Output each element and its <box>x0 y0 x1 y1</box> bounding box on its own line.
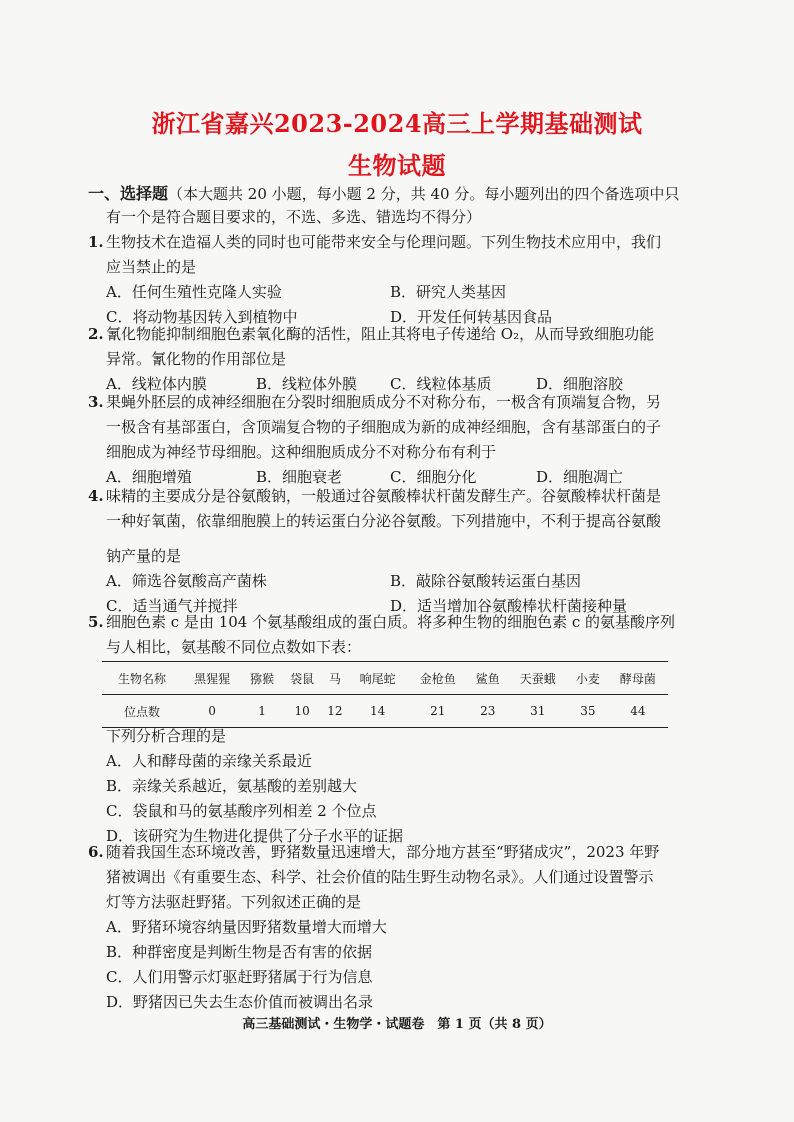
table-cell: 44 <box>608 695 668 728</box>
question-line: 异常。氰化物的作用部位是 <box>106 350 287 368</box>
question-number: 3. <box>88 393 104 411</box>
question-2 <box>88 322 708 397</box>
table-cell: 12 <box>322 695 347 728</box>
table-header-cell: 酵母菌 <box>608 662 668 695</box>
question-line: 随着我国生态环境改善，野猪数量迅速增大，部分地方甚至“野猪成灾”，2023 年野 <box>106 843 660 861</box>
question-line: 一种好氧菌，依靠细胞膜上的转运蛋白分泌谷氨酸。下列措施中，不利于提高谷氨酸 <box>106 512 662 530</box>
option-c: C．适当通气并搅拌 <box>106 597 238 615</box>
question-4 <box>88 484 708 619</box>
table-row <box>102 695 668 728</box>
option-c: C．细胞分化 <box>390 468 477 486</box>
question-line: 细胞色素 c 是由 104 个氨基酸组成的蛋白质。将多种生物的细胞色素 c 的氨基酸序列 <box>106 613 676 631</box>
table-header-cell: 响尾蛇 <box>348 662 408 695</box>
option-a: A．筛选谷氨酸高产菌株 <box>106 572 267 590</box>
option-c: C．人们用警示灯驱赶野猪属于行为信息 <box>106 968 373 986</box>
option-b: B．研究人类基因 <box>390 283 507 301</box>
option-b: B．细胞衰老 <box>256 468 343 486</box>
section-label: 一、选择题 <box>88 184 169 203</box>
option-d: D．适当增加谷氨酸棒状杆菌接种量 <box>390 597 628 615</box>
option-d: D．开发任何转基因食品 <box>390 308 553 326</box>
question-line: 氰化物能抑制细胞色素氧化酶的活性，阻止其将电子传递给 O₂，从而导致细胞功能 <box>106 325 655 343</box>
option-c: C．线粒体基质 <box>390 375 492 393</box>
section-header <box>88 183 679 205</box>
question-1 <box>88 230 708 330</box>
table-cell: 31 <box>508 695 568 728</box>
question-line: 味精的主要成分是谷氨酸钠，一般通过谷氨酸棒状杆菌发酵生产。谷氨酸棒状杆菌是 <box>106 487 662 505</box>
question-line: 一极含有基部蛋白，含顶端复合物的子细胞成为新的成神经细胞，含有基部蛋白的子 <box>106 418 662 436</box>
question-line: 钠产量的是 <box>106 547 182 565</box>
question-number: 2. <box>88 325 104 343</box>
option-c: C．将动物基因转入到植物中 <box>106 308 298 326</box>
table-cell: 21 <box>408 695 468 728</box>
question-5 <box>88 610 708 660</box>
question-line: 灯等方法驱赶野猪。下列叙述正确的是 <box>106 893 362 911</box>
question-line: 与人相比，氨基酸不同位点数如下表： <box>106 638 362 656</box>
option-a: A．人和酵母菌的亲缘关系最近 <box>106 752 312 770</box>
table-header-cell: 生物名称 <box>102 662 182 695</box>
option-a: A．野猪环境容纳量因野猪数量增大而增大 <box>106 918 387 936</box>
page-title: 浙江省嘉兴2023-2024高三上学期基础测试 <box>151 109 643 138</box>
amino-acid-table <box>102 661 668 728</box>
table-cell: 35 <box>568 695 608 728</box>
table-header-cell: 黑猩猩 <box>182 662 242 695</box>
option-d: D．野猪因已失去生态价值而被调出名录 <box>106 993 374 1011</box>
option-row <box>88 569 708 594</box>
table-header-cell: 小麦 <box>568 662 608 695</box>
table-cell: 0 <box>182 695 242 728</box>
table-cell: 23 <box>468 695 508 728</box>
section-instructions-1: （本大题共 20 小题，每小题 2 分，共 40 分。每小题列出的四个备选项中只 <box>168 185 680 203</box>
question-line: 猪被调出《有重要生态、科学、社会价值的陆生野生动物名录》。人们通过设置警示 <box>106 868 654 886</box>
table-header-cell: 猕猴 <box>242 662 282 695</box>
option-a: A．任何生殖性克隆人实验 <box>106 283 282 301</box>
table-cell: 1 <box>242 695 282 728</box>
table-header-cell: 金枪鱼 <box>408 662 468 695</box>
question-line: 应当禁止的是 <box>106 258 197 276</box>
option-a: A．线粒体内膜 <box>106 375 207 393</box>
option-d: D．细胞凋亡 <box>536 468 624 486</box>
question-3 <box>88 390 708 490</box>
option-d: D．该研究为生物进化提供了分子水平的证据 <box>106 827 404 845</box>
question-number: 1. <box>88 233 104 251</box>
page-footer: 高三基础测试・生物学・试题卷 第 1 页（共 8 页） <box>242 1017 552 1032</box>
table-cell: 14 <box>348 695 408 728</box>
question-line: 下列分析合理的是 <box>106 727 227 745</box>
section-instructions-2: 有一个是符合题目要求的，不选、多选、错选均不得分） <box>106 208 482 226</box>
table-header-row <box>102 662 668 695</box>
question-line: 果蝇外胚层的成神经细胞在分裂时细胞质成分不对称分布，一极含有顶端复合物，另 <box>106 393 662 411</box>
option-c: C．袋鼠和马的氨基酸序列相差 2 个位点 <box>106 802 377 820</box>
question-6 <box>88 840 708 1015</box>
question-number: 4. <box>88 487 104 505</box>
option-b: B．种群密度是判断生物是否有害的依据 <box>106 943 373 961</box>
table-cell: 10 <box>282 695 322 728</box>
table-cell: 位点数 <box>102 695 182 728</box>
option-row <box>88 280 708 305</box>
option-b: B．亲缘关系越近，氨基酸的差别越大 <box>106 777 358 795</box>
option-b: B．线粒体外膜 <box>256 375 358 393</box>
question-number: 5. <box>88 613 104 631</box>
question-5-options <box>88 724 708 849</box>
table-header-cell: 鲨鱼 <box>468 662 508 695</box>
table-header-cell: 天蚕蛾 <box>508 662 568 695</box>
question-line: 生物技术在造福人类的同时也可能带来安全与伦理问题。下列生物技术应用中，我们 <box>106 233 662 251</box>
page-subtitle: 生物试题 <box>348 151 446 180</box>
question-number: 6. <box>88 843 104 861</box>
table-header-cell: 袋鼠 <box>282 662 322 695</box>
option-b: B．敲除谷氨酸转运蛋白基因 <box>390 572 582 590</box>
option-d: D．细胞溶胶 <box>536 375 624 393</box>
option-a: A．细胞增殖 <box>106 468 192 486</box>
question-line: 细胞成为神经节母细胞。这种细胞质成分不对称分布有利于 <box>106 443 497 461</box>
table-header-cell: 马 <box>322 662 347 695</box>
